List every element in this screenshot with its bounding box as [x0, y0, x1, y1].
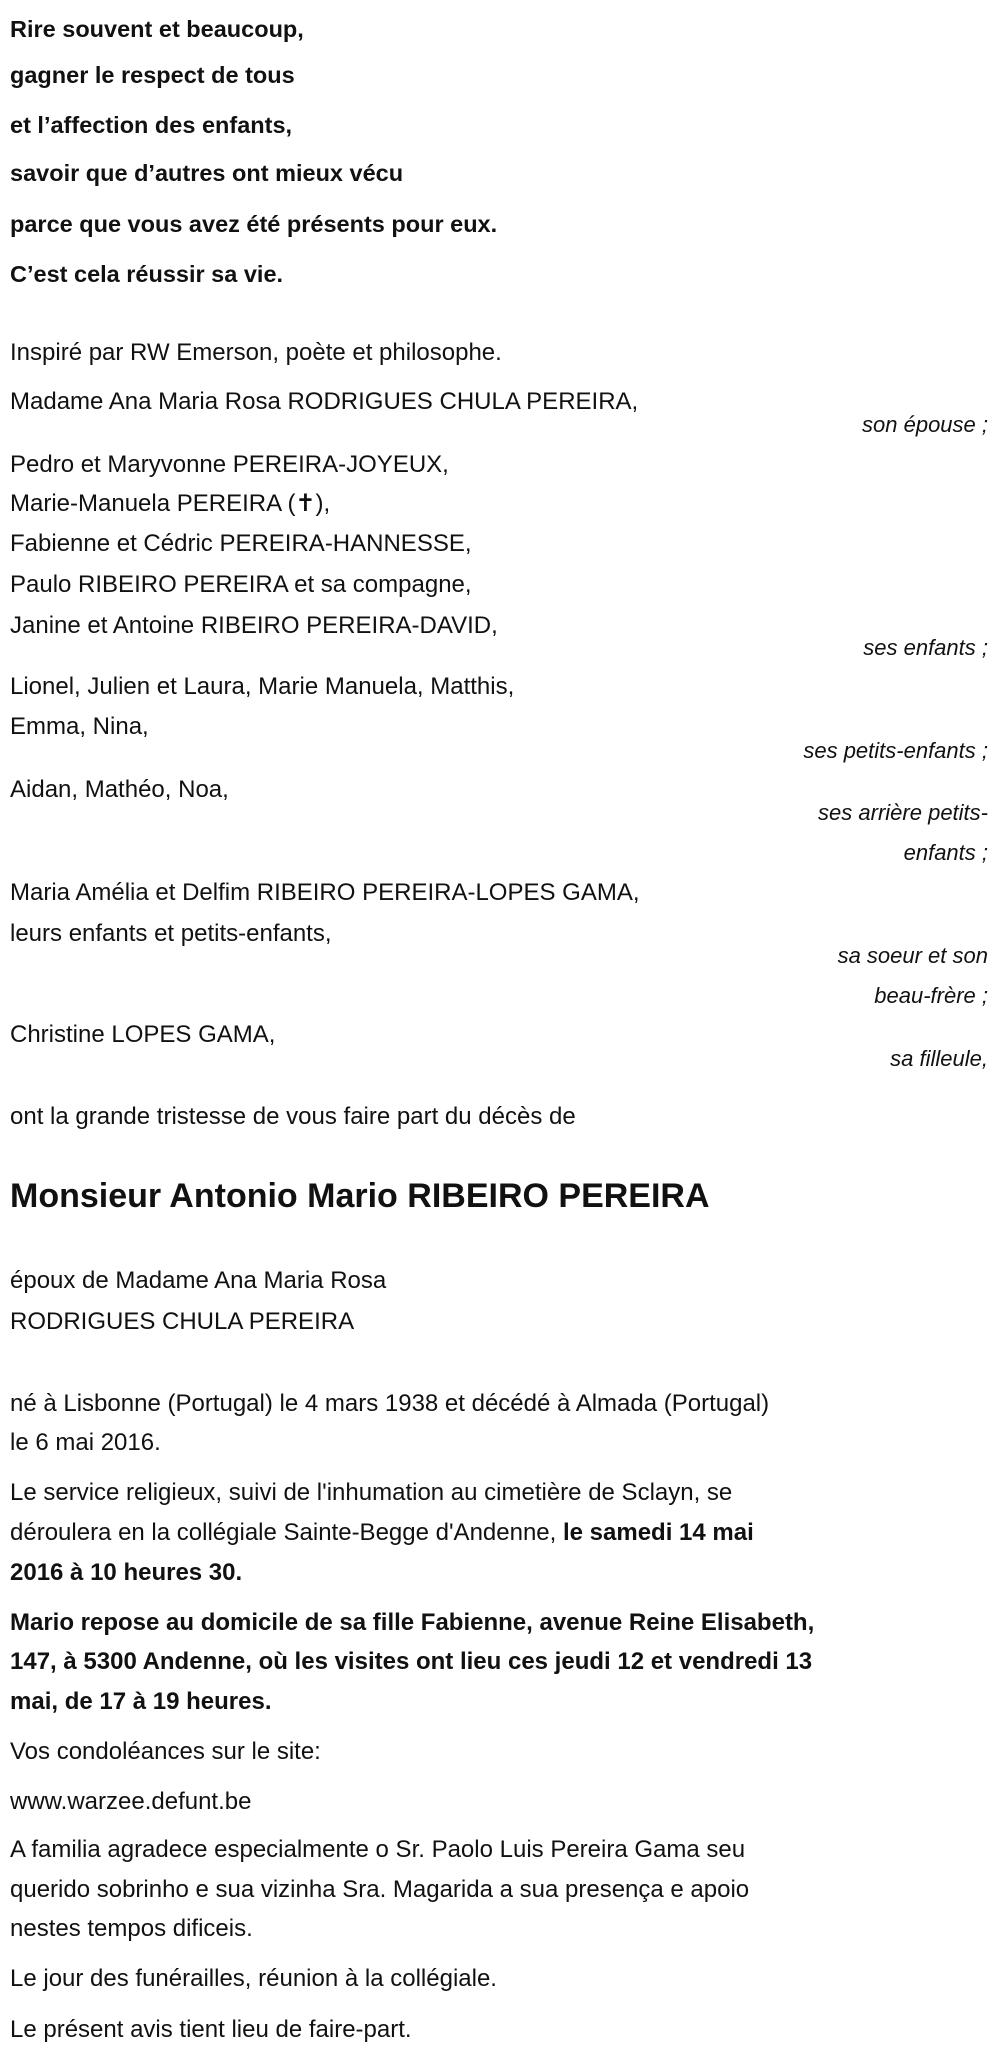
deceased-name: Monsieur Antonio Mario RIBEIRO PEREIRA: [10, 1177, 710, 1215]
visitation-line: Mario repose au domicile de sa fille Fabienne, avenue Reine Elisabeth,: [10, 1609, 815, 1636]
service-line: [10, 1517, 754, 1549]
great-grandchildren-role: enfants ;: [903, 840, 988, 865]
spouse-of: époux de Madame Ana Maria Rosa: [10, 1267, 387, 1294]
child: Janine et Antoine RIBEIRO PEREIRA-DAVID,: [10, 612, 498, 639]
children-role: ses enfants ;: [863, 635, 988, 660]
visitation-line: 147, à 5300 Andenne, où les visites ont lieu ces jeudi 12 et vendredi 13: [10, 1648, 813, 1675]
service-time: 2016 à 10 heures 30.: [10, 1559, 243, 1586]
birth-death: né à Lisbonne (Portugal) le 4 mars 1938 et décédé à Almada (Portugal): [10, 1390, 770, 1417]
sibling: leurs enfants et petits-enfants,: [10, 920, 332, 947]
poem-line: et l’affection des enfants,: [10, 112, 293, 138]
visitation-line: mai, de 17 à 19 heures.: [10, 1688, 272, 1715]
sibling-role: beau-frère ;: [874, 983, 988, 1008]
poem-line: parce que vous avez été présents pour eux.: [10, 211, 498, 237]
condolences: Vos condoléances sur le site:: [10, 1738, 321, 1765]
service-line: Le service religieux, suivi de l'inhumation au cimetière de Sclayn, se: [10, 1479, 733, 1506]
child: Marie-Manuela PEREIRA (✝),: [10, 490, 331, 517]
child: Paulo RIBEIRO PEREIRA et sa compagne,: [10, 571, 472, 598]
thanks-line: nestes tempos dificeis.: [10, 1915, 253, 1942]
child: Pedro et Maryvonne PEREIRA-JOYEUX,: [10, 451, 449, 478]
goddaughter: Christine LOPES GAMA,: [10, 1021, 276, 1048]
spouse-role: son épouse ;: [862, 412, 988, 437]
service-text: déroulera en la collégiale Sainte-Begge d'Andenne,: [10, 1519, 563, 1546]
sibling: Maria Amélia et Delfim RIBEIRO PEREIRA-LOPES GAMA,: [10, 879, 640, 906]
great-grandchildren: Aidan, Mathéo, Noa,: [10, 776, 229, 803]
poem-line: savoir que d’autres ont mieux vécu: [10, 160, 404, 186]
thanks-line: querido sobrinho e sua vizinha Sra. Magarida a sua presença e apoio: [10, 1876, 750, 1903]
grandchildren: Emma, Nina,: [10, 713, 149, 740]
website-link[interactable]: www.warzee.defunt.be: [10, 1788, 252, 1815]
poem-line: C’est cela réussir sa vie.: [10, 261, 284, 287]
sibling-role: sa soeur et son: [837, 943, 988, 968]
announcement: ont la grande tristesse de vous faire part du décès de: [10, 1103, 576, 1130]
spouse: Madame Ana Maria Rosa RODRIGUES CHULA PEREIRA,: [10, 388, 639, 415]
goddaughter-role: sa filleule,: [890, 1046, 988, 1071]
thanks-line: A familia agradece especialmente o Sr. Paolo Luis Pereira Gama seu: [10, 1836, 746, 1863]
great-grandchildren-role: ses arrière petits-: [818, 800, 988, 825]
service-date: le samedi 14 mai: [562, 1519, 754, 1546]
grandchildren-role: ses petits-enfants ;: [803, 738, 988, 763]
attribution: Inspiré par RW Emerson, poète et philosophe.: [10, 339, 502, 366]
child: Fabienne et Cédric PEREIRA-HANNESSE,: [10, 530, 472, 557]
meeting-info: Le jour des funérailles, réunion à la collégiale.: [10, 1965, 497, 1992]
notice: Le présent avis tient lieu de faire-part.: [10, 2016, 412, 2043]
birth-death: le 6 mai 2016.: [10, 1429, 161, 1456]
grandchildren: Lionel, Julien et Laura, Marie Manuela, Matthis,: [10, 673, 515, 700]
poem-line: gagner le respect de tous: [10, 62, 295, 88]
spouse-of: RODRIGUES CHULA PEREIRA: [10, 1308, 355, 1335]
poem-line: Rire souvent et beaucoup,: [10, 16, 304, 42]
